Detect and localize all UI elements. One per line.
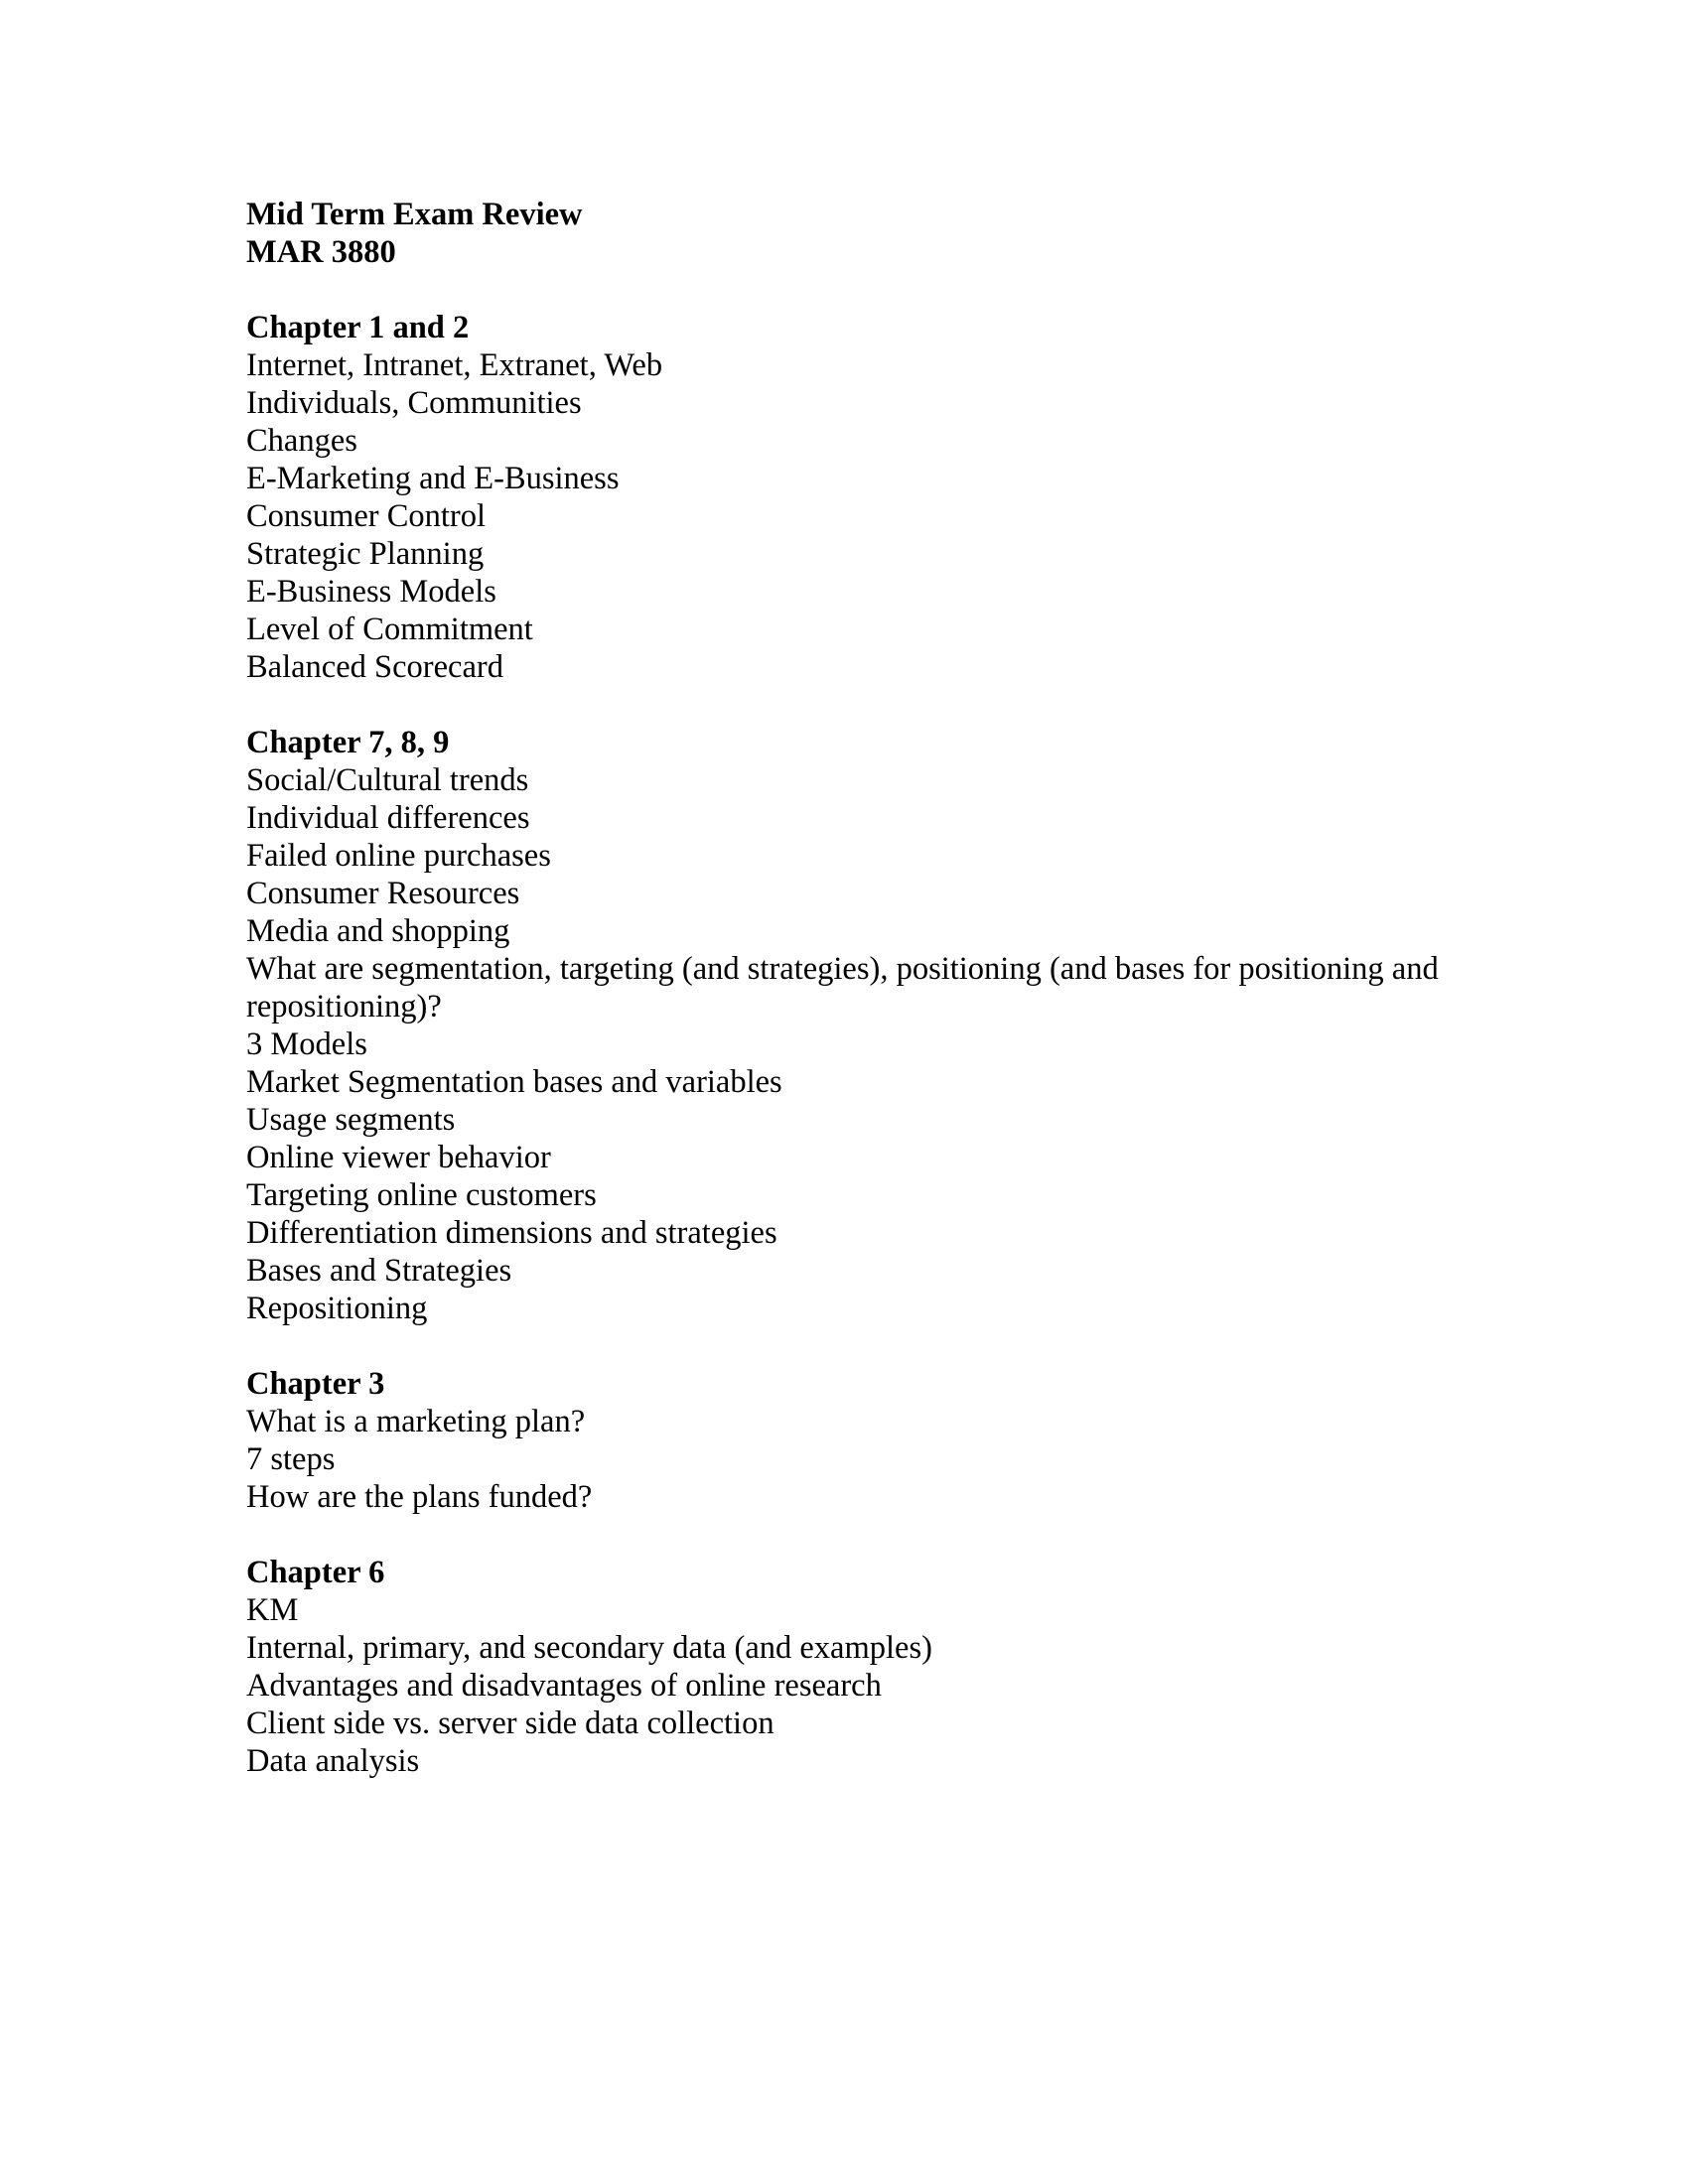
list-item: Failed online purchases [246,838,551,874]
list-item: Usage segments [246,1102,456,1138]
section-heading: Chapter 6 [246,1555,385,1590]
list-item: Balanced Scorecard [246,649,503,685]
section-heading: Chapter 1 and 2 [246,310,470,345]
document-title: Mid Term Exam Review [246,197,583,232]
list-item: E-Business Models [246,574,496,610]
list-item: 7 steps [246,1441,336,1477]
list-item: Internet, Intranet, Extranet, Web [246,347,663,383]
course-code: MAR 3880 [246,234,396,270]
document-body [246,196,1537,1780]
section-chapter-6 [246,1554,1537,1780]
list-item: How are the plans funded? [246,1479,593,1515]
list-item: 3 Models [246,1026,367,1062]
list-item: Individual differences [246,800,530,836]
section-chapter-3 [246,1365,1537,1516]
section-heading: Chapter 7, 8, 9 [246,725,450,760]
list-item: Internal, primary, and secondary data (and examples) [246,1630,932,1666]
section-heading: Chapter 3 [246,1366,385,1402]
list-item: Individuals, Communities [246,385,582,421]
list-item: Client side vs. server side data collection [246,1706,774,1741]
list-item: What is a marketing plan? [246,1404,586,1439]
list-item: Changes [246,423,357,459]
list-item: E-Marketing and E-Business [246,461,620,496]
list-item: Level of Commitment [246,612,533,647]
list-item: Advantages and disadvantages of online research [246,1668,882,1704]
section-chapter-1-2 [246,309,1537,686]
list-item: Market Segmentation bases and variables [246,1064,782,1100]
list-item: Bases and Strategies [246,1253,512,1289]
spacer [246,686,1537,724]
list-item: Repositioning [246,1291,428,1326]
list-item: Differentiation dimensions and strategies [246,1215,777,1251]
list-item: Social/Cultural trends [246,762,529,798]
spacer [246,1327,1537,1365]
list-item: Media and shopping [246,913,510,949]
list-item: Data analysis [246,1743,420,1779]
list-item: Consumer Resources [246,876,520,911]
list-item: What are segmentation, targeting (and strategies), positioning (and bases for positioning and repositioning)? [246,951,1439,1024]
spacer [246,1516,1537,1554]
list-item: Online viewer behavior [246,1140,551,1175]
section-chapter-7-8-9 [246,724,1537,1327]
list-item: Strategic Planning [246,536,485,572]
list-item: Consumer Control [246,498,487,534]
list-item: Targeting online customers [246,1177,597,1213]
list-item: KM [246,1592,299,1628]
spacer [246,271,1537,309]
